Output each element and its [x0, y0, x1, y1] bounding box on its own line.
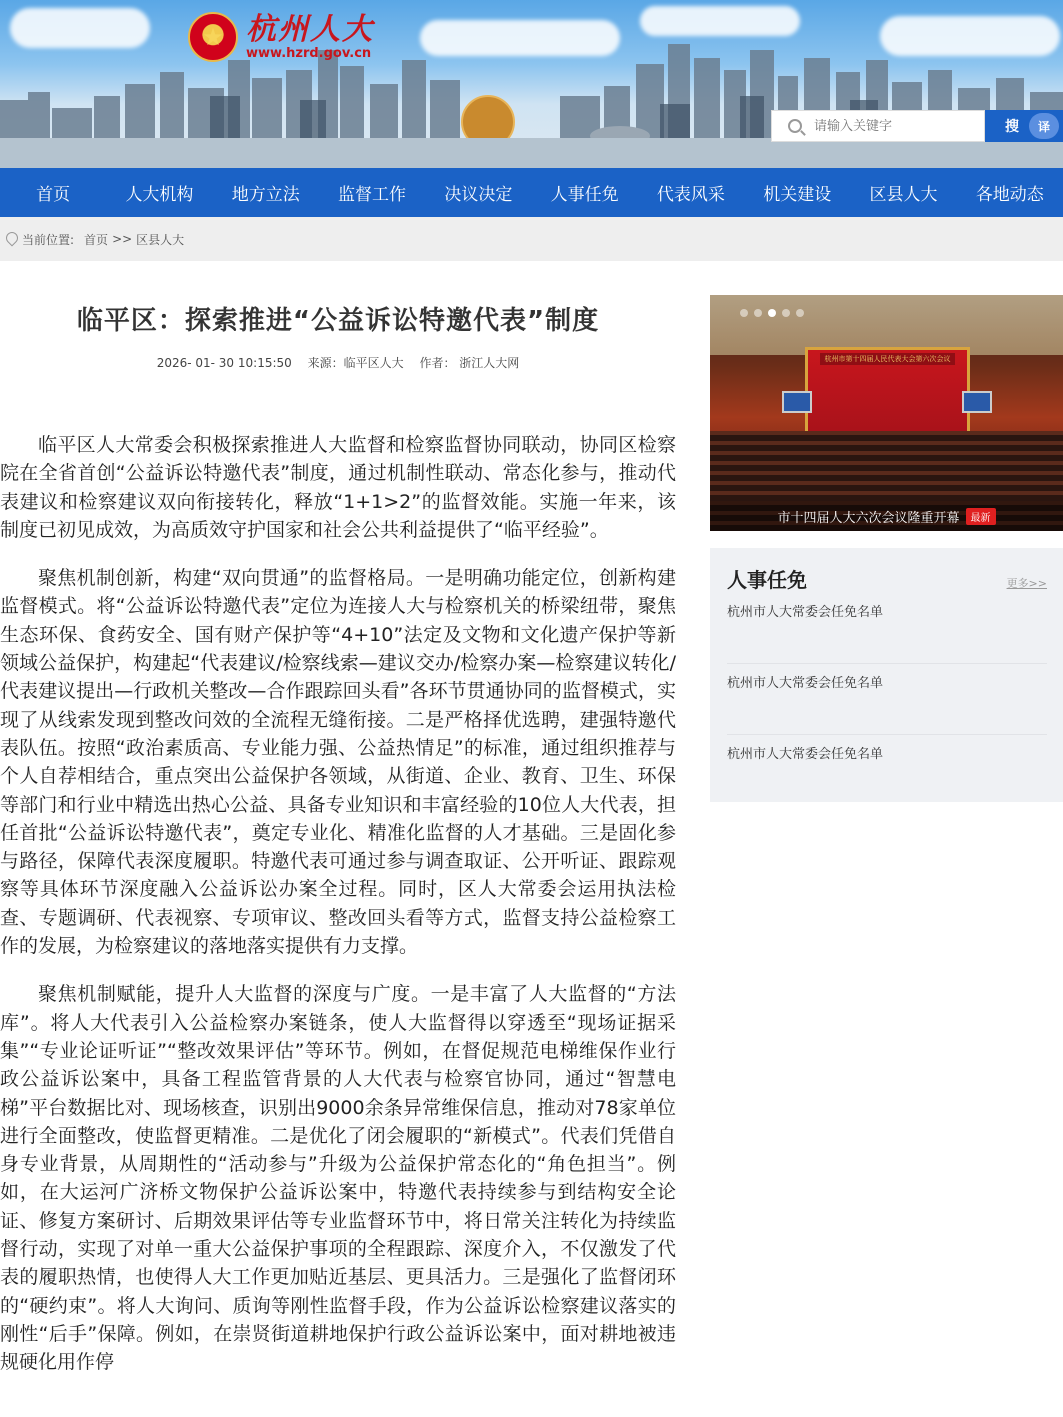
carousel-dots [740, 309, 804, 317]
more-link[interactable]: 更多>> [1006, 577, 1047, 590]
city-skyline [0, 0, 1063, 168]
main-nav [0, 168, 1063, 217]
search-button-label: 搜 [1005, 119, 1019, 135]
breadcrumb-label: 当前位置: [22, 232, 75, 247]
nav-item-deputies[interactable]: 代表风采 [656, 185, 725, 205]
nav-item-local-news[interactable]: 各地动态 [975, 185, 1044, 205]
list-item[interactable]: 杭州市人大常委会任免名单 [727, 664, 1047, 735]
appointments-panel [710, 548, 1063, 802]
stage-banner: 杭州市第十四届人民代表大会第六次会议 [820, 353, 955, 365]
article-datetime: 2026- 01- 30 10:15:50 [156, 356, 292, 370]
search-box [771, 110, 985, 142]
logo-url: www.hzrd.gov.cn [246, 46, 372, 61]
list-item[interactable]: 杭州市人大常委会任免名单 [727, 593, 1047, 664]
search-input[interactable] [814, 119, 964, 134]
site-logo[interactable] [188, 12, 374, 62]
search-button[interactable] [985, 110, 1063, 142]
breadcrumb-home[interactable]: 首页 [84, 232, 109, 247]
nav-item-appointments[interactable]: 人事任免 [550, 185, 619, 205]
nav-item-office-building[interactable]: 机关建设 [763, 185, 832, 205]
search-bar [771, 110, 1063, 142]
carousel-dot[interactable] [796, 309, 804, 317]
sidebar [710, 295, 1063, 802]
search-icon [788, 119, 802, 133]
article-author: 作者： 浙江人大网 [419, 356, 520, 370]
location-pin-icon [4, 230, 21, 247]
nav-item-home[interactable]: 首页 [36, 185, 71, 205]
carousel-dot[interactable] [782, 309, 790, 317]
nav-item-supervision[interactable]: 监督工作 [338, 185, 407, 205]
photo-caption[interactable] [710, 501, 1063, 531]
photo-caption-text: 市十四届人大六次会议隆重开幕 [777, 510, 960, 526]
nav-item-resolutions[interactable]: 决议决定 [444, 185, 513, 205]
article-paragraph: 聚焦机制赋能，提升人大监督的深度与广度。一是丰富了人大监督的“方法库”。将人大代表引入公益检察办案链条，使人大监督得以穿透至“现场证据采集”“专业论证听证”“整改效果评估”等环节。例如，在督促规范电梯维保作业行政公益诉讼案中，具备工程监管背景的人大代表与检察官协同，通过“智慧电梯”平台数据比对、现场核查，识别出9000余条异常维保信息，推动对78家单位进行全面整改，使监督更精准。二是优化了闭会履职的“新模式”。代表们凭借自身专业背景，从周期性的“活动参与”升级为公益保护常态化的“角色担当”。例如，在大运河广济桥文物保护公益诉讼案中，特邀代表持续参与到结构安全论证、修复方案研讨、后期效果评估等专业监督环节中，将日常关注转化为持续监督行动，实现了对单一重大公益保护事项的全程跟踪、深度介入，不仅激发了代表的履职热情，也使得人大工作更加贴近基层、更具活力。三是强化了监督闭环的“硬约束”。将人大询问、质询等刚性监督手段，作为公益诉讼检察建议落实的刚性“后手”保障。例如，在崇贤街道耕地保护行政公益诉讼案中，面对耕地被违规硬化用作停 [0, 983, 676, 1374]
nav-item-organization[interactable]: 人大机构 [125, 185, 194, 205]
nav-item-legislation[interactable]: 地方立法 [231, 185, 300, 205]
breadcrumb [0, 217, 1063, 261]
national-emblem-icon: ★ [188, 12, 238, 62]
article-body [0, 431, 676, 1397]
breadcrumb-separator: >> [112, 232, 133, 246]
nav-item-district-congress[interactable]: 区县人大 [869, 185, 938, 205]
site-banner [0, 0, 1063, 168]
panel-title: 人事任免 [727, 568, 807, 592]
carousel-dot[interactable] [740, 309, 748, 317]
article-paragraph: 聚焦机制创新，构建“双向贯通”的监督格局。一是明确功能定位，创新构建监督模式。将“公益诉讼特邀代表”定位为连接人大与检察机关的桥梁纽带，聚焦生态环保、食药安全、国有财产保护等“4+10”法定及文物和文化遗产保护等新领域公益保护，构建起“代表建议/检察线索—建议交办/检察办案—检察建议转化/代表建议提出—行政机关整改—合作跟踪回头看”各环节贯通协同的监督模式，实现了从线索发现到整改问效的全流程无缝衔接。二是严格择优选聘，建强特邀代表队伍。按照“政治素质高、专业能力强、公益热情足”的标准，通过组织推荐与个人自荐相结合，重点突出公益保护各领域，从街道、企业、教育、卫生、环保等部门和行业中精选出热心公益、具备专业知识和丰富经验的10位人大代表，担任首批“公益诉讼特邀代表”，奠定专业化、精准化监督的人才基础。三是固化参与路径，保障代表深度履职。特邀代表可通过参与调查取证、公开听证、跟踪观察等具体环节深度融入公益诉讼办案全过程。同时，区人大常委会运用执法检查、专题调研、代表视察、专项审议、整改回头看等方式，监督支持公益检察工作的发展，为检察建议的落地落实提供有力支撑。 [0, 567, 676, 958]
list-item[interactable]: 杭州市人大常委会任免名单 [727, 747, 884, 762]
article-source: 来源：临平区人大 [307, 356, 404, 370]
logo-title: 杭州人大 [246, 12, 374, 47]
article-paragraph: 临平区人大常委会积极探索推进人大监督和检察监督协同联动，协同区检察院在全省首创“公益诉讼特邀代表”制度，通过机制性联动、常态化参与，推动代表建议和检察建议双向衔接转化，释放“1+1>2”的监督效能。实施一年来，该制度已初见成效，为高质效守护国家和社会公共利益提供了“临平经验”。 [0, 434, 676, 541]
new-badge: 最新 [966, 508, 996, 525]
featured-photo[interactable] [710, 295, 1063, 531]
breadcrumb-current[interactable]: 区县人大 [136, 232, 185, 247]
article-title: 临平区：探索推进“公益诉讼特邀代表”制度 [76, 306, 600, 336]
carousel-dot[interactable] [754, 309, 762, 317]
article-meta [0, 354, 676, 371]
carousel-dot-active[interactable] [768, 309, 776, 317]
translate-button[interactable]: 译 [1029, 113, 1059, 139]
